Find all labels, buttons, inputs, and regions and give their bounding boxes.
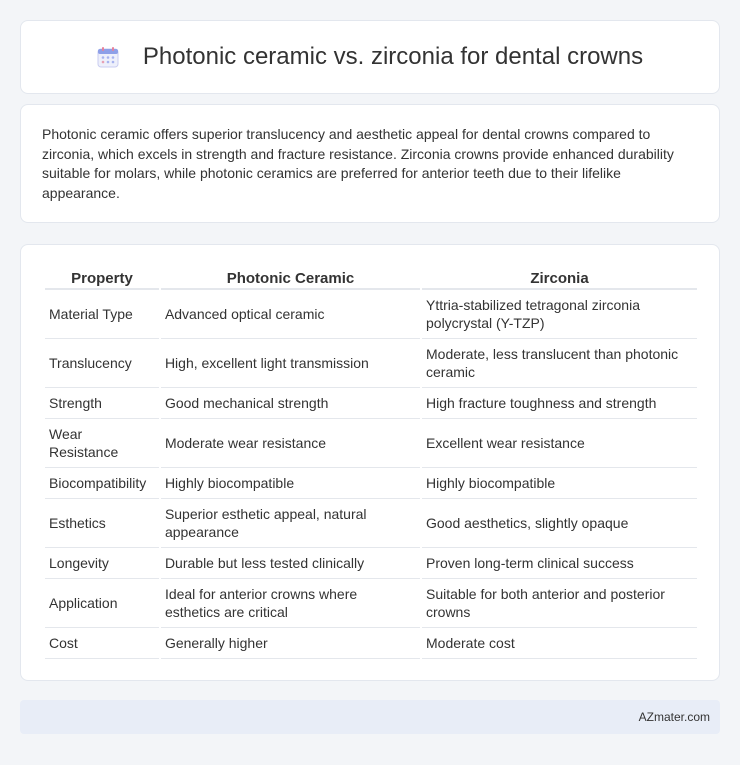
table-row — [45, 388, 697, 419]
property-cell: Strength — [45, 388, 159, 419]
header-zirconia: Zirconia — [422, 262, 697, 290]
photonic-cell: High, excellent light transmission — [161, 339, 420, 388]
comparison-table — [43, 262, 699, 659]
zirconia-cell: Moderate, less translucent than photonic ceramic — [422, 339, 697, 388]
header-photonic-ceramic: Photonic Ceramic — [161, 262, 420, 290]
table-row — [45, 468, 697, 499]
photonic-cell: Good mechanical strength — [161, 388, 420, 419]
photonic-cell: Generally higher — [161, 628, 420, 659]
zirconia-cell: Yttria-stabilized tetragonal zirconia polycrystal (Y-TZP) — [422, 290, 697, 339]
table-row — [45, 548, 697, 579]
property-cell: Biocompatibility — [45, 468, 159, 499]
photonic-cell: Advanced optical ceramic — [161, 290, 420, 339]
property-cell: Material Type — [45, 290, 159, 339]
summary-text: Photonic ceramic offers superior translucency and aesthetic appeal for dental crowns compared to zirconia, which excels in strength and fracture resistance. Zirconia crowns provide enhanced durability suitable for molars, while photonic ceramics are preferred for anterior teeth due to their lifelike appearance. — [42, 126, 674, 201]
table-row — [45, 628, 697, 659]
page-title — [97, 43, 643, 71]
header-property: Property — [45, 262, 159, 290]
photonic-cell: Highly biocompatible — [161, 468, 420, 499]
footer-brand: AZmater.com — [638, 710, 710, 724]
zirconia-cell: Moderate cost — [422, 628, 697, 659]
table-row — [45, 419, 697, 468]
photonic-cell: Durable but less tested clinically — [161, 548, 420, 579]
zirconia-cell: Excellent wear resistance — [422, 419, 697, 468]
zirconia-cell: Proven long-term clinical success — [422, 548, 697, 579]
table-row — [45, 579, 697, 628]
photonic-cell: Moderate wear resistance — [161, 419, 420, 468]
property-cell: Cost — [45, 628, 159, 659]
photonic-cell: Superior esthetic appeal, natural appearance — [161, 499, 420, 548]
property-cell: Application — [45, 579, 159, 628]
table-row — [45, 339, 697, 388]
table-row — [45, 290, 697, 339]
property-cell: Wear Resistance — [45, 419, 159, 468]
zirconia-cell: Suitable for both anterior and posterior crowns — [422, 579, 697, 628]
comparison-card — [20, 244, 720, 681]
title-card — [20, 20, 720, 94]
footer-bar — [20, 700, 720, 734]
calendar-icon — [97, 46, 119, 68]
table-header-row — [45, 262, 697, 290]
zirconia-cell: Good aesthetics, slightly opaque — [422, 499, 697, 548]
title-text: Photonic ceramic vs. zirconia for dental crowns — [142, 43, 644, 70]
summary-card — [20, 104, 720, 223]
photonic-cell: Ideal for anterior crowns where esthetics are critical — [161, 579, 420, 628]
table-row — [45, 499, 697, 548]
zirconia-cell: High fracture toughness and strength — [422, 388, 697, 419]
property-cell: Longevity — [45, 548, 159, 579]
property-cell: Translucency — [45, 339, 159, 388]
zirconia-cell: Highly biocompatible — [422, 468, 697, 499]
property-cell: Esthetics — [45, 499, 159, 548]
